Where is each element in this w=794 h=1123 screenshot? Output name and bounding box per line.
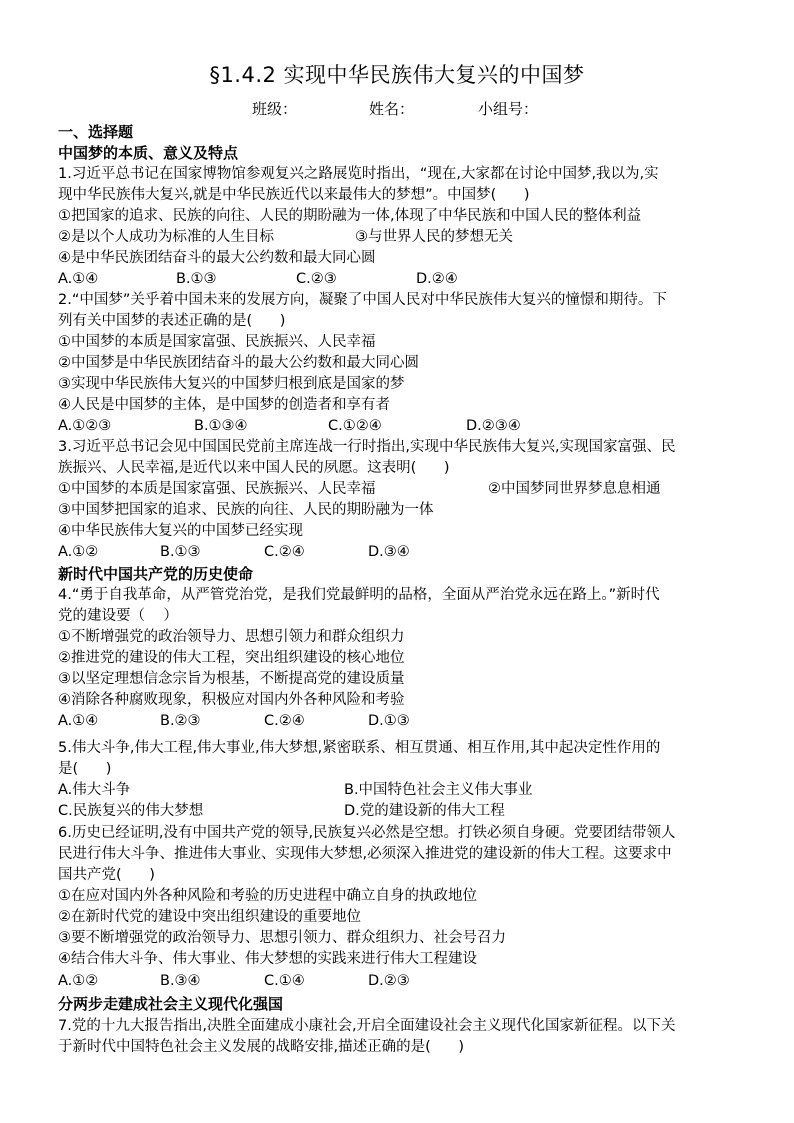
- question-5-option-a: A.伟大斗争: [58, 782, 131, 798]
- question-1-option-b: B.①③: [176, 271, 217, 287]
- question-1-option-c: C.②③: [296, 271, 337, 287]
- question-3-option-a: A.①②: [58, 544, 99, 560]
- question-2-option-d: D.②③④: [466, 418, 521, 434]
- question-2-statement-3: ③实现中华民族伟大复兴的中国梦归根到底是国家的梦: [58, 376, 405, 392]
- question-2-line-1: 2.“中国梦”关乎着中国未来的发展方向，凝聚了中国人民对中华民族伟大复兴的憧憬和期待。下: [58, 292, 667, 308]
- question-4-line-1: 4.“勇于自我革命，从严管党治党，是我们党最鲜明的品格，全面从严治党永远在路上。”新时代: [58, 587, 660, 603]
- question-6-line-3: 国共产党( ): [58, 867, 155, 883]
- question-3-line-1: 3.习近平总书记会见中国国民党前主席连战一行时指出,实现中华民族伟大复兴,实现国家富强、民: [58, 439, 676, 455]
- question-5-option-b: B.中国特色社会主义伟大事业: [344, 782, 533, 798]
- question-1-option-d: D.②④: [416, 271, 458, 287]
- question-2-option-a: A.①②③: [58, 418, 112, 434]
- question-4-option-b: B.②③: [160, 713, 201, 729]
- question-3-statement-3: ③中国梦把国家的追求、民族的向往、人民的期盼融为一体: [58, 502, 434, 518]
- question-4-statement-2: ②推进党的建设的伟大工程，突出组织建设的核心地位: [58, 650, 405, 666]
- group-label: 小组号：: [478, 100, 539, 118]
- question-2-statement-2: ②中国梦是中华民族团结奋斗的最大公约数和最大同心圆: [58, 355, 419, 371]
- question-4-statement-1: ①不断增强党的政治领导力、思想引领力和群众组织力: [58, 629, 405, 645]
- question-6-statement-2: ②在新时代党的建设中突出组织建设的重要地位: [58, 909, 361, 925]
- question-3-statement-1: ①中国梦的本质是国家富强、民族振兴、人民幸福: [58, 481, 376, 497]
- question-6-statement-1: ①在应对国内外各种风险和考验的历史进程中确立自身的执政地位: [58, 888, 477, 904]
- question-4-statement-3: ③以坚定理想信念宗旨为根基，不断提高党的建设质量: [58, 671, 405, 687]
- question-3-option-c: C.②④: [264, 544, 305, 560]
- question-7-line-2: 于新时代中国特色社会主义发展的战略安排,描述正确的是( ): [58, 1039, 465, 1055]
- topic-heading: 分两步走建成社会主义现代化强国: [58, 995, 284, 1013]
- question-6-option-a: A.①②: [58, 973, 99, 989]
- question-2-statement-4: ④人民是中国梦的主体，是中国梦的创造者和享有者: [58, 397, 390, 413]
- question-6-line-2: 民进行伟大斗争、推进伟大事业、实现伟大梦想,必须深入推进党的建设新的伟大工程。这要求中: [58, 846, 672, 862]
- question-4-option-d: D.①③: [368, 713, 410, 729]
- question-5-line-2: 是( ): [58, 761, 112, 777]
- question-2-statement-1: ①中国梦的本质是国家富强、民族振兴、人民幸福: [58, 334, 376, 350]
- question-2-line-2: 列有关中国梦的表述正确的是( ): [58, 313, 286, 329]
- question-5-option-c: C.民族复兴的伟大梦想: [58, 803, 204, 819]
- question-6-statement-4: ④结合伟大斗争、伟大事业、伟大梦想的实践来进行伟大工程建设: [58, 951, 477, 967]
- topic-heading: 新时代中国共产党的历史使命: [58, 565, 254, 583]
- question-4-line-2: 党的建设要（ ）: [58, 608, 178, 624]
- question-1-statement-4: ④是中华民族团结奋斗的最大公约数和最大同心圆: [58, 250, 376, 266]
- question-6-option-b: B.③④: [160, 973, 201, 989]
- question-3-option-b: B.①③: [160, 544, 201, 560]
- question-3-statement-4: ④中华民族伟大复兴的中国梦已经实现: [58, 523, 303, 539]
- question-3-statement-2: ②中国梦同世界梦息息相通: [488, 481, 661, 497]
- section-heading: 一、选择题: [58, 123, 134, 141]
- question-1-line-2: 现中华民族伟大复兴,就是中华民族近代以来最伟大的梦想”。中国梦( ): [58, 187, 530, 203]
- name-label: 姓名：: [369, 100, 415, 118]
- class-label: 班级：: [252, 100, 298, 118]
- question-2-option-c: C.①②④: [328, 418, 382, 434]
- question-6-option-d: D.②③: [368, 973, 410, 989]
- question-1-statement-1: ①把国家的追求、民族的向往、人民的期盼融为一体,体现了中华民族和中国人民的整体利益: [58, 208, 642, 224]
- question-4-option-c: C.②④: [264, 713, 305, 729]
- question-1-statement-3: ③与世界人民的梦想无关: [355, 229, 513, 245]
- question-2-option-b: B.①③④: [194, 418, 248, 434]
- question-6-option-c: C.①④: [264, 973, 305, 989]
- question-3-option-d: D.③④: [368, 544, 410, 560]
- question-7-line-1: 7.党的十九大报告指出,决胜全面建成小康社会,开启全面建设社会主义现代化国家新征程。以下关: [58, 1018, 676, 1034]
- topic-heading: 中国梦的本质、意义及特点: [58, 144, 239, 162]
- question-1-statement-2: ②是以个人成功为标准的人生目标: [58, 229, 274, 245]
- page-title: §1.4.2 实现中华民族伟大复兴的中国梦: [209, 63, 585, 87]
- question-6-line-1: 6.历史已经证明,没有中国共产党的领导,民族复兴必然是空想。打铁必须自身硬。党要团结带领人: [58, 825, 676, 841]
- question-3-line-2: 族振兴、人民幸福,是近代以来中国人民的夙愿。这表明( ): [58, 460, 450, 476]
- question-6-statement-3: ③要不断增强党的政治领导力、思想引领力、群众组织力、社会号召力: [58, 930, 506, 946]
- question-4-statement-4: ④消除各种腐败现象，积极应对国内外各种风险和考验: [58, 692, 405, 708]
- question-1-option-a: A.①④: [58, 271, 99, 287]
- question-5-line-1: 5.伟大斗争,伟大工程,伟大事业,伟大梦想,紧密联系、相互贯通、相互作用,其中起决定性作用的: [58, 740, 661, 756]
- question-5-option-d: D.党的建设新的伟大工程: [344, 803, 505, 819]
- question-4-option-a: A.①④: [58, 713, 99, 729]
- question-1-line-1: 1.习近平总书记在国家博物馆参观复兴之路展览时指出，“现在,大家都在讨论中国梦,我以为,实: [58, 166, 659, 182]
